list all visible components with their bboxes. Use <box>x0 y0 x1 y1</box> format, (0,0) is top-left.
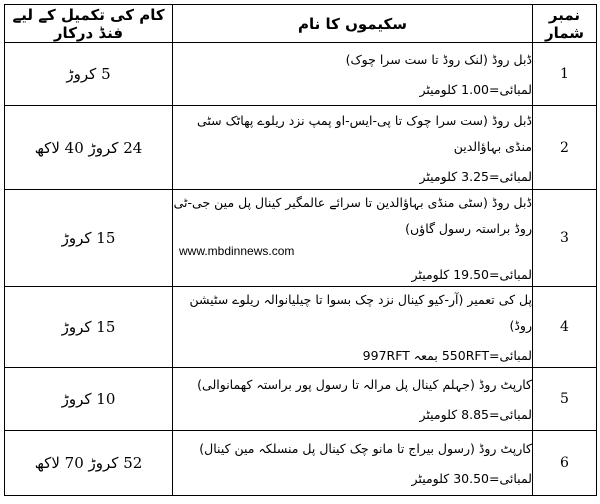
fund-amount: 10 کروڑ <box>5 368 173 431</box>
scheme-cell <box>173 190 533 287</box>
row-number: 1 <box>533 43 597 106</box>
row-number: 3 <box>533 190 597 287</box>
fund-amount: 24 کروڑ 40 لاکھ <box>5 106 173 190</box>
scheme-title: ڈبل روڈ (لنک روڈ تا ست سرا چوک) <box>345 52 532 67</box>
header-funds: کام کی تکمیل کے لیے فنڈ درکار <box>5 5 173 43</box>
scheme-cell <box>173 431 533 496</box>
fund-amount: 15 کروڑ <box>5 287 173 368</box>
watermark-text: www.mbdinnews.com <box>179 244 295 258</box>
scheme-length: لمبائی=19.50 کلومیٹر <box>411 267 532 282</box>
fund-amount: 5 کروڑ <box>5 43 173 106</box>
scheme-cell <box>173 287 533 368</box>
scheme-length: لمبائی=550RFT بمعہ 997RFT <box>362 348 532 363</box>
scheme-cell <box>173 106 533 190</box>
row-number: 5 <box>533 368 597 431</box>
scheme-length: لمبائی=8.85 کلومیٹر <box>419 407 532 422</box>
scheme-title: پل کی تعمیر (آر-کیو کینال نزد چک بسوا تا چیلیانوالہ ریلوے سٹیشن روڈ) <box>189 292 532 333</box>
table-row <box>5 43 597 106</box>
scheme-length: لمبائی=1.00 کلومیٹر <box>419 82 532 97</box>
scheme-cell <box>173 43 533 106</box>
row-number: 2 <box>533 106 597 190</box>
fund-amount: 52 کروڑ 70 لاکھ <box>5 431 173 496</box>
row-number: 6 <box>533 431 597 496</box>
header-scheme-name: سکیموں کا نام <box>173 5 533 43</box>
scheme-cell <box>173 368 533 431</box>
table-row <box>5 431 597 496</box>
scheme-length: لمبائی=3.25 کلومیٹر <box>419 168 532 184</box>
scheme-title: کارپٹ روڈ (جہلم کینال پل مرالہ تا رسول پور براستہ کھمانوالی) <box>197 377 532 392</box>
fund-amount: 15 کروڑ <box>5 190 173 287</box>
scheme-title: کارپٹ روڈ (رسول بیراج تا مانو چک کینال پل منسلکہ مین کینال) <box>199 441 532 456</box>
table-header-row <box>5 5 597 43</box>
table-row <box>5 368 597 431</box>
row-number: 4 <box>533 287 597 368</box>
scheme-title: ڈبل روڈ (ست سرا چوک تا پی-ایس-او پمپ نزد ریلوے پھاٹک سٹی منڈی بہاؤالدین <box>196 112 532 154</box>
scheme-length: لمبائی=30.50 کلومیٹر <box>411 471 532 486</box>
table-row <box>5 106 597 190</box>
schemes-table <box>4 4 597 496</box>
scheme-title: ڈبل روڈ (سٹی منڈی بہاؤالدین تا سرائے عالمگیر کینال پل مین جی-ٹی روڈ براستہ رسول گاؤں) <box>173 195 532 236</box>
table-row <box>5 190 597 287</box>
table-row <box>5 287 597 368</box>
header-serial: نمبر شمار <box>533 5 597 43</box>
